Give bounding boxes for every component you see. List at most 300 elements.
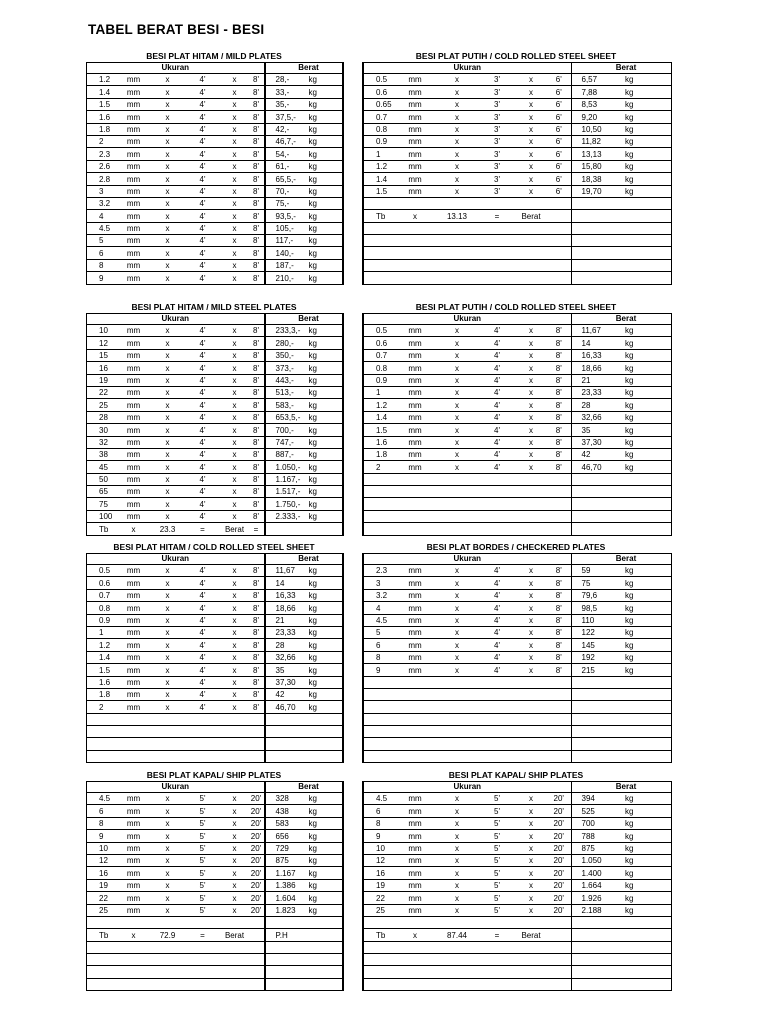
table-row <box>363 589 671 601</box>
cell-x: x <box>151 259 185 271</box>
cell-width: 4' <box>479 436 515 448</box>
cell-kg: kg <box>309 337 343 349</box>
cell-width: 4' <box>479 362 515 374</box>
cell-weight <box>571 978 625 990</box>
cell-length: 8' <box>249 626 265 638</box>
table-title: BESI PLAT KAPAL/ SHIP PLATES <box>146 770 282 780</box>
table-row <box>363 98 671 110</box>
cell-kg <box>625 259 671 271</box>
cell-x: x <box>515 879 547 891</box>
cell-weight: 1.604 <box>265 892 309 904</box>
cell-kg: kg <box>309 197 343 209</box>
cell-weight: 75,- <box>265 197 309 209</box>
cell-size: 6 <box>87 247 117 259</box>
cell-kg: kg <box>309 160 343 172</box>
cell-size <box>363 713 395 725</box>
table-header-row <box>87 554 343 565</box>
cell-x: x <box>151 185 185 197</box>
cell-unit <box>117 916 151 928</box>
cell-length: 6' <box>547 111 571 123</box>
cell-weight: 373,- <box>265 362 309 374</box>
cell-weight: 11,67 <box>571 325 625 337</box>
table-row <box>363 197 671 209</box>
header-ukuran: Ukuran <box>363 314 571 325</box>
cell-x: x <box>515 123 547 135</box>
table-row <box>363 325 671 337</box>
table-row <box>87 259 343 271</box>
cell-unit: mm <box>395 854 435 866</box>
cell-length: 8' <box>249 510 265 522</box>
cell-unit: mm <box>395 436 435 448</box>
cell-length: 8' <box>249 259 265 271</box>
cell-size: 0.8 <box>87 602 117 614</box>
cell-size: 1.2 <box>363 160 395 172</box>
cell-weight: 105,- <box>265 222 309 234</box>
cell-x: x <box>151 817 185 829</box>
cell-weight <box>265 966 309 978</box>
cell-length: 8' <box>249 197 265 209</box>
cell-x: x <box>515 325 547 337</box>
cell-weight <box>571 954 625 966</box>
cell-width: 4' <box>479 664 515 676</box>
cell-x: x <box>151 247 185 259</box>
cell-weight <box>571 222 625 234</box>
cell-unit <box>395 978 435 990</box>
cell-size: 16 <box>87 362 117 374</box>
cell-x: x <box>151 793 185 805</box>
cell-kg <box>625 247 671 259</box>
cell-kg: kg <box>625 651 671 663</box>
cell-kg <box>625 197 671 209</box>
cell-weight: 1.400 <box>571 867 625 879</box>
cell-x: x <box>435 386 479 398</box>
table-row <box>87 651 343 663</box>
cell-x: x <box>151 111 185 123</box>
weight-table <box>362 781 672 991</box>
cell-x: x <box>221 399 249 411</box>
header-berat: Berat <box>571 554 671 565</box>
cell-weight: 513,- <box>265 386 309 398</box>
cell-weight: 9,20 <box>571 111 625 123</box>
cell-size: 22 <box>87 892 117 904</box>
cell-width: 4' <box>185 448 221 460</box>
cell-unit: mm <box>395 461 435 473</box>
cell-length: 20' <box>249 817 265 829</box>
cell-width <box>479 235 515 247</box>
cell-weight: 33,- <box>265 86 309 98</box>
table-row <box>363 160 671 172</box>
cell-kg: kg <box>309 639 343 651</box>
cell-unit <box>117 726 151 738</box>
cell-kg: kg <box>309 842 343 854</box>
cell-length: 6' <box>547 74 571 86</box>
cell-weight: 394 <box>571 793 625 805</box>
cell-length: 20' <box>547 830 571 842</box>
cell-length: 6' <box>547 123 571 135</box>
cell-x <box>515 916 547 928</box>
cell-x: x <box>221 589 249 601</box>
cell-length <box>547 272 571 284</box>
table-row <box>363 929 671 941</box>
table-ship-plates-right <box>362 769 670 991</box>
cell-x <box>515 235 547 247</box>
cell-weight <box>265 954 309 966</box>
cell-size: 0.8 <box>363 123 395 135</box>
cell-kg: kg <box>309 349 343 361</box>
cell-weight: 46,7,- <box>265 135 309 147</box>
cell-weight: 23,33 <box>265 626 309 638</box>
table-row <box>87 173 343 185</box>
cell-width: 3' <box>479 135 515 147</box>
cell-x: x <box>151 235 185 247</box>
cell-size: 2.3 <box>363 565 395 577</box>
cell-length: 8' <box>249 614 265 626</box>
cell-weight: 19,70 <box>571 185 625 197</box>
table-row <box>363 337 671 349</box>
cell-size: 25 <box>87 399 117 411</box>
cell-size <box>363 486 395 498</box>
cell-kg <box>309 966 343 978</box>
table-row <box>363 235 671 247</box>
cell-length: 8' <box>249 235 265 247</box>
cell-kg: kg <box>625 185 671 197</box>
cell-size: 9 <box>87 272 117 284</box>
cell-kg <box>625 726 671 738</box>
cell-unit <box>395 523 435 535</box>
cell-unit: mm <box>117 235 151 247</box>
cell-kg <box>625 688 671 700</box>
cell-kg: kg <box>625 565 671 577</box>
table-row <box>363 222 671 234</box>
cell-x <box>515 941 547 953</box>
cell-kg: kg <box>625 589 671 601</box>
cell-x: x <box>435 173 479 185</box>
table-title: BESI PLAT KAPAL/ SHIP PLATES <box>448 770 584 780</box>
cell-weight: 35 <box>571 424 625 436</box>
cell-x: x <box>435 86 479 98</box>
table-row <box>87 577 343 589</box>
cell-kg: kg <box>309 98 343 110</box>
cell-kg <box>625 222 671 234</box>
cell-size: 100 <box>87 510 117 522</box>
cell-kg: kg <box>625 123 671 135</box>
cell-x: x <box>221 210 249 222</box>
cell-weight: 59 <box>571 565 625 577</box>
cell-x: x <box>151 436 185 448</box>
cell-x: x <box>515 399 547 411</box>
cell-kg <box>309 978 343 990</box>
cell-size: 0.7 <box>363 111 395 123</box>
cell-length: 6' <box>547 160 571 172</box>
table-header-row <box>87 314 343 325</box>
cell-kg: kg <box>625 98 671 110</box>
table-title: BESI PLAT PUTIH / COLD ROLLED STEEL SHEET <box>415 51 617 61</box>
cell-size <box>363 222 395 234</box>
cell-size: 4 <box>363 602 395 614</box>
cell-x: x <box>151 272 185 284</box>
cell-weight: 1.750,- <box>265 498 309 510</box>
cell-length: 6' <box>547 135 571 147</box>
cell-width: 4' <box>479 639 515 651</box>
cell-length: 8' <box>249 436 265 448</box>
cell-weight: 438 <box>265 805 309 817</box>
cell-unit: mm <box>395 411 435 423</box>
cell-width: 4' <box>185 664 221 676</box>
cell-unit: mm <box>395 173 435 185</box>
cell-kg: kg <box>309 589 343 601</box>
cell-weight <box>571 498 625 510</box>
cell-length: 20' <box>547 817 571 829</box>
cell-x: x <box>435 793 479 805</box>
cell-kg: kg <box>309 325 343 337</box>
cell-size: 19 <box>363 879 395 891</box>
cell-width <box>479 738 515 750</box>
cell-unit: mm <box>117 272 151 284</box>
cell-kg: kg <box>625 892 671 904</box>
cell-length: 8' <box>547 602 571 614</box>
cell-size: 28 <box>87 411 117 423</box>
cell-width <box>479 486 515 498</box>
cell-length: 8' <box>547 386 571 398</box>
cell-kg: kg <box>625 386 671 398</box>
cell-width: 5' <box>185 793 221 805</box>
cell-x: x <box>221 867 249 879</box>
cell-weight: 21 <box>571 374 625 386</box>
cell-kg <box>309 954 343 966</box>
cell-kg <box>309 929 343 941</box>
cell-x: x <box>221 664 249 676</box>
table-row <box>87 123 343 135</box>
table-row <box>87 793 343 805</box>
cell-weight: 192 <box>571 651 625 663</box>
cell-kg: kg <box>309 577 343 589</box>
cell-unit: mm <box>117 386 151 398</box>
cell-weight: 14 <box>265 577 309 589</box>
cell-unit: mm <box>117 688 151 700</box>
cell-weight: 28 <box>571 399 625 411</box>
table-row <box>87 589 343 601</box>
table-row <box>363 916 671 928</box>
cell-weight <box>571 510 625 522</box>
cell-width: 4' <box>479 349 515 361</box>
cell-weight: 16,33 <box>571 349 625 361</box>
cell-width: 4' <box>185 498 221 510</box>
cell-unit <box>395 272 435 284</box>
cell-x: x <box>435 626 479 638</box>
cell-unit: mm <box>117 123 151 135</box>
cell-weight: 42,- <box>265 123 309 135</box>
table-row <box>363 978 671 990</box>
cell-x: Berat <box>515 929 547 941</box>
cell-weight: 1.167 <box>265 867 309 879</box>
table-row <box>87 565 343 577</box>
cell-x: x <box>515 386 547 398</box>
cell-unit: mm <box>395 362 435 374</box>
cell-x: x <box>435 817 479 829</box>
cell-unit: mm <box>395 448 435 460</box>
cell-weight <box>265 750 309 762</box>
cell-weight <box>571 486 625 498</box>
cell-x <box>221 726 249 738</box>
cell-x: x <box>151 892 185 904</box>
cell-weight: 443,- <box>265 374 309 386</box>
cell-x: x <box>515 173 547 185</box>
cell-x: x <box>151 148 185 160</box>
table-row <box>87 626 343 638</box>
cell-length: 8' <box>249 349 265 361</box>
cell-size: 38 <box>87 448 117 460</box>
cell-unit: mm <box>117 74 151 86</box>
cell-x <box>435 222 479 234</box>
cell-unit: mm <box>117 362 151 374</box>
cell-size <box>363 197 395 209</box>
cell-weight: 215 <box>571 664 625 676</box>
cell-weight: 328 <box>265 793 309 805</box>
cell-kg: kg <box>309 272 343 284</box>
cell-x: x <box>151 854 185 866</box>
cell-kg: kg <box>625 639 671 651</box>
cell-length <box>547 750 571 762</box>
table-row <box>363 148 671 160</box>
cell-x: x <box>435 879 479 891</box>
cell-length <box>249 750 265 762</box>
table-mild-plates <box>86 50 342 285</box>
table-row <box>87 966 343 978</box>
table-row <box>87 676 343 688</box>
cell-width: 4' <box>185 235 221 247</box>
cell-width: 4' <box>185 688 221 700</box>
table-row <box>363 793 671 805</box>
cell-unit: mm <box>395 602 435 614</box>
cell-width <box>479 688 515 700</box>
cell-x: x <box>221 362 249 374</box>
cell-size: 1.5 <box>87 664 117 676</box>
cell-length <box>249 916 265 928</box>
table-header-row <box>363 63 671 74</box>
cell-kg: kg <box>309 448 343 460</box>
cell-size <box>363 235 395 247</box>
cell-unit: mm <box>117 259 151 271</box>
cell-unit: mm <box>117 676 151 688</box>
table-row <box>363 424 671 436</box>
cell-length <box>547 701 571 713</box>
table-row <box>87 399 343 411</box>
cell-unit <box>395 676 435 688</box>
cell-length: 6' <box>547 185 571 197</box>
cell-kg <box>625 272 671 284</box>
cell-kg <box>309 738 343 750</box>
cell-kg: kg <box>309 123 343 135</box>
cell-size: 0.65 <box>363 98 395 110</box>
table-row <box>87 86 343 98</box>
cell-kg <box>625 750 671 762</box>
cell-size: 30 <box>87 424 117 436</box>
cell-width <box>479 510 515 522</box>
cell-x <box>221 954 249 966</box>
table-row <box>87 688 343 700</box>
cell-x: x <box>515 830 547 842</box>
cell-kg: kg <box>309 867 343 879</box>
cell-kg: kg <box>625 374 671 386</box>
cell-unit: mm <box>395 374 435 386</box>
cell-kg: kg <box>625 793 671 805</box>
cell-size <box>87 941 117 953</box>
cell-length: 20' <box>547 842 571 854</box>
cell-weight <box>265 738 309 750</box>
cell-weight <box>571 916 625 928</box>
cell-kg: kg <box>625 461 671 473</box>
cell-unit: mm <box>395 651 435 663</box>
cell-x: x <box>151 160 185 172</box>
table-row <box>363 349 671 361</box>
cell-weight: 8,53 <box>571 98 625 110</box>
cell-size <box>363 676 395 688</box>
cell-length: 8' <box>249 448 265 460</box>
table-row <box>363 259 671 271</box>
cell-x <box>435 713 479 725</box>
cell-weight: 2.333,- <box>265 510 309 522</box>
table-row <box>363 111 671 123</box>
cell-width: 3' <box>479 173 515 185</box>
cell-weight: 1.664 <box>571 879 625 891</box>
cell-x: x <box>435 98 479 110</box>
cell-size: 0.5 <box>363 74 395 86</box>
cell-weight <box>265 523 309 535</box>
cell-weight: 583 <box>265 817 309 829</box>
cell-weight: 1.050,- <box>265 461 309 473</box>
cell-kg: kg <box>625 436 671 448</box>
cell-weight: 61,- <box>265 160 309 172</box>
cell-weight <box>265 941 309 953</box>
cell-weight: 70,- <box>265 185 309 197</box>
table-row <box>87 98 343 110</box>
table-row <box>87 210 343 222</box>
cell-width: 5' <box>185 879 221 891</box>
cell-x: x <box>435 639 479 651</box>
cell-x: x <box>221 424 249 436</box>
cell-x: x <box>221 486 249 498</box>
cell-length: 20' <box>249 879 265 891</box>
cell-unit: mm <box>117 602 151 614</box>
cell-x: x <box>151 349 185 361</box>
cell-width: 5' <box>479 842 515 854</box>
cell-unit <box>395 713 435 725</box>
cell-size: 3 <box>363 577 395 589</box>
cell-kg: kg <box>309 374 343 386</box>
cell-width <box>479 701 515 713</box>
cell-x: x <box>151 651 185 663</box>
cell-unit: mm <box>117 436 151 448</box>
cell-size: 8 <box>87 259 117 271</box>
cell-width: 4' <box>479 337 515 349</box>
cell-x: x <box>435 461 479 473</box>
table-row <box>363 272 671 284</box>
cell-unit: mm <box>117 148 151 160</box>
cell-size: 15 <box>87 349 117 361</box>
cell-width: 4' <box>185 602 221 614</box>
cell-unit: mm <box>395 111 435 123</box>
cell-size: 1.8 <box>87 688 117 700</box>
table-row <box>363 173 671 185</box>
cell-x <box>515 750 547 762</box>
cell-length: 8' <box>249 602 265 614</box>
table-row <box>363 123 671 135</box>
cell-size: Tb <box>363 210 395 222</box>
cell-kg: kg <box>625 602 671 614</box>
cell-x <box>435 966 479 978</box>
cell-unit: mm <box>395 830 435 842</box>
cell-width: 4' <box>185 272 221 284</box>
